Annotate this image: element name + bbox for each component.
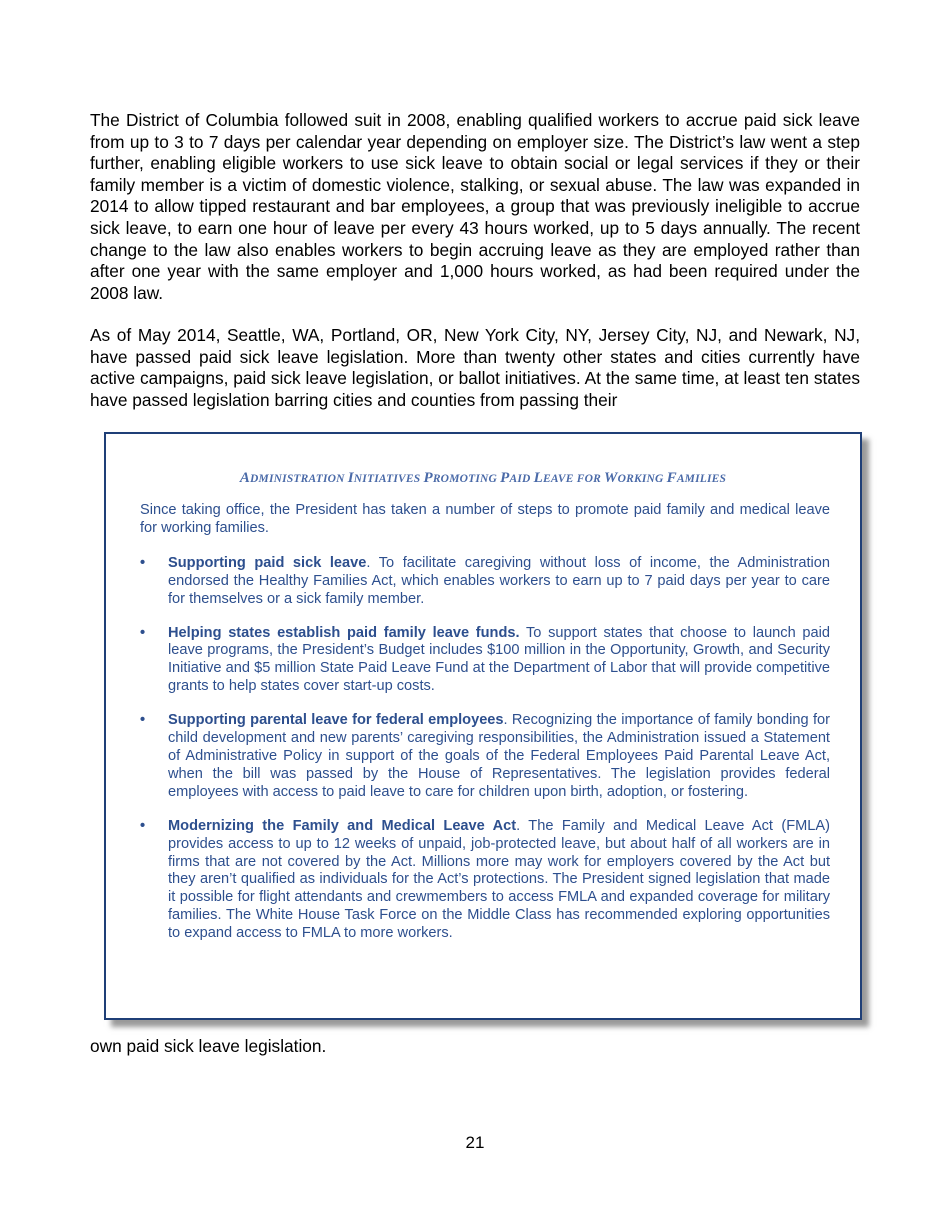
- bullet-heading: Modernizing the Family and Medical Leave Act: [168, 817, 517, 834]
- bullet-item: [140, 625, 830, 697]
- bullet-icon: •: [140, 817, 146, 834]
- title-initial: A: [239, 470, 251, 486]
- body-paragraph: As of May 2014, Seattle, WA, Portland, OR, New York City, NY, Jersey City, NJ, and Newark, NJ, have passed paid sick leave legislation. More than twenty other states and cities currently have active campaigns, paid sick leave legislation, or ballot initiatives. At the same time, at least ten states have passed legislation barring cities and counties from passing their: [90, 325, 860, 410]
- bullet-icon: •: [140, 712, 146, 729]
- sidebar-intro: Since taking office, the President has taken a number of steps to promote paid family and medical leave for working families.: [140, 502, 830, 536]
- title-rest: ORKING: [617, 473, 667, 485]
- title-initial: W: [604, 470, 618, 486]
- title-initial: I: [347, 470, 354, 486]
- bullet-text: . To facilitate caregiving without loss of income, the Administration endorsed the Healthy Families Act, which enables workers to earn up to 7 paid days per year to care for themselves or a sick family member.: [168, 554, 830, 607]
- bullet-heading: Supporting parental leave for federal employees: [168, 712, 504, 729]
- bullet-item: [140, 818, 830, 943]
- bullet-item: [140, 555, 830, 609]
- body-paragraph: own paid sick leave legislation.: [90, 1036, 327, 1056]
- title-rest: EAVE FOR: [543, 473, 605, 485]
- bullet-heading: Supporting paid sick leave: [168, 554, 367, 571]
- title-initial: F: [666, 470, 677, 486]
- bullet-text: To support states that choose to launch paid leave programs, the President’s Budget includes $100 million in the Opportunity, Growth, and Security Initiative and $5 million State Paid Leave Fund at the Department of Labor that will provide competitive grants to help states cover start-up costs.: [168, 624, 830, 695]
- title-rest: AID: [509, 473, 534, 485]
- title-initial: P: [500, 470, 510, 486]
- sidebar-box: [104, 432, 862, 1020]
- title-rest: AMILIES: [676, 473, 727, 485]
- bullet-text: . Recognizing the importance of family bonding for child development and new parents’ caregiving responsibilities, the Administration issued a Statement of Administrative Policy in support of the goals of the Federal Employees Paid Parental Leave Act, when the bill was passed by the House of Representatives. The legislation provides federal employees with access to paid leave to care for children upon birth, adoption, or fostering.: [168, 712, 830, 800]
- body-paragraph: The District of Columbia followed suit in 2008, enabling qualified workers to accrue paid sick leave from up to 3 to 7 days per calendar year depending on employer size. The District’s law went a step further, enabling eligible workers to use sick leave to obtain social or legal services if they or their family member is a victim of domestic violence, stalking, or sexual abuse. The law was expanded in 2014 to allow tipped restaurant and bar employees, a group that was previously ineligible to accrue sick leave, to earn one hour of leave per every 43 hours worked, up to 5 days annually. The recent change to the law also enables workers to begin accruing leave as they are employed rather than after one year with the same employer and 1,000 hours worked, as had been required under the 2008 law.: [90, 110, 860, 303]
- sidebar-title: [106, 470, 860, 487]
- bullet-text: . The Family and Medical Leave Act (FMLA) provides access to up to 12 weeks of unpaid, job-protected leave, but about half of all workers are in firms that are not covered by the Act. Millions more may work for employers covered by the Act but they aren’t qualified as individuals for the Act’s protections. The President signed legislation that made it possible for flight attendants and crewmembers to access FMLA and expanded coverage for military families. The White House Task Force on the Middle Class has recommended exploring opportunities to expand access to FMLA to more workers.: [168, 817, 830, 942]
- bullet-icon: •: [140, 624, 146, 641]
- page-number: 21: [465, 1133, 485, 1152]
- bullet-heading: Helping states establish paid family leave funds.: [168, 624, 520, 641]
- title-initial: P: [423, 470, 433, 486]
- title-rest: NITIATIVES: [353, 473, 424, 485]
- bullet-icon: •: [140, 554, 146, 571]
- sidebar-content: [140, 502, 830, 959]
- title-initial: L: [533, 470, 543, 486]
- title-rest: DMINISTRATION: [250, 473, 348, 485]
- bullet-item: [140, 712, 830, 802]
- title-rest: ROMOTING: [432, 473, 501, 485]
